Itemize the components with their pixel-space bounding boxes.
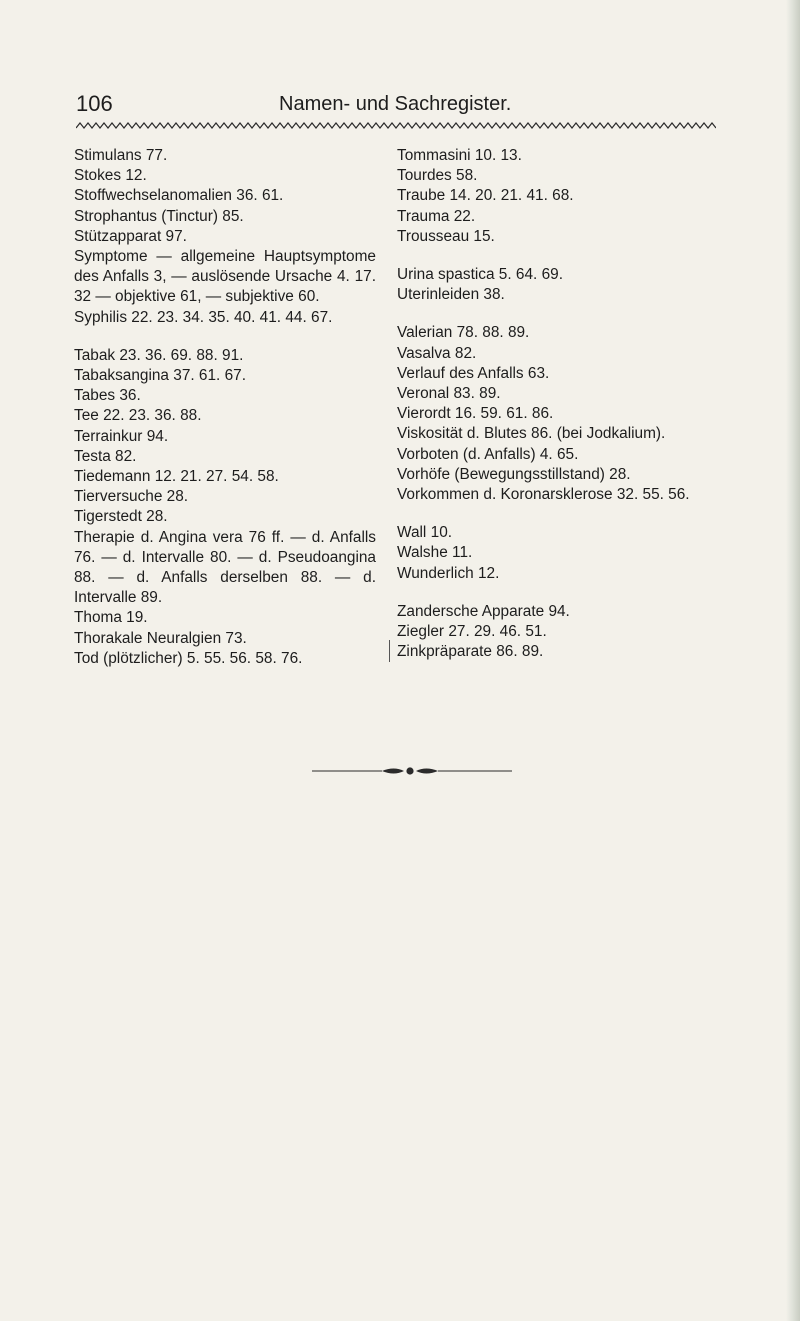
end-ornament bbox=[312, 764, 512, 778]
index-entry: Vorkommen d. Koronarsklerose 32. 55. 56. bbox=[397, 486, 690, 504]
index-entry: Veronal 83. 89. bbox=[397, 385, 501, 403]
index-entry: Vierordt 16. 59. 61. 86. bbox=[397, 405, 554, 423]
index-entry: Tommasini 10. 13. bbox=[397, 147, 522, 164]
index-entry: Zinkpräparate 86. 89. bbox=[397, 643, 544, 661]
index-entry: Vorboten (d. Anfalls) 4. 65. bbox=[397, 445, 579, 463]
index-entry: Walshe 11. bbox=[397, 544, 473, 562]
index-entry: Terrainkur 94. bbox=[74, 427, 169, 445]
page-header bbox=[74, 90, 714, 120]
index-entry: Thoma 19. bbox=[74, 609, 148, 627]
index-entry: Tourdes 58. bbox=[397, 167, 478, 185]
running-title: Namen- und Sachregister. bbox=[279, 93, 512, 115]
index-entry: Traube 14. 20. 21. 41. 68. bbox=[397, 187, 574, 205]
index-entry: Vasalva 82. bbox=[397, 344, 477, 362]
header-zigzag-rule bbox=[76, 119, 716, 133]
index-entry: Tigerstedt 28. bbox=[74, 508, 168, 526]
left-column bbox=[74, 146, 376, 669]
index-entry: Tod (plötzlicher) 5. 55. 56. 58. 76. bbox=[74, 649, 303, 667]
column-divider bbox=[389, 640, 390, 662]
index-entry: Therapie d. Angina vera 76 ff. — d. Anfalls 76. — d. Intervalle 80. — d. Pseudoangina 88. — d. Anfalls derselben 88. — d. Intervalle 89. bbox=[74, 528, 376, 607]
section-gap bbox=[397, 505, 713, 523]
section-gap bbox=[397, 584, 713, 602]
index-entry: Syphilis 22. 23. 34. 35. 40. 41. 44. 67. bbox=[74, 308, 333, 326]
index-entry: Strophantus (Tinctur) 85. bbox=[74, 207, 244, 225]
index-entry: Wunderlich 12. bbox=[397, 564, 500, 582]
index-entry: Uterinleiden 38. bbox=[397, 286, 505, 304]
index-entry: Vorhöfe (Bewegungsstillstand) 28. bbox=[397, 465, 631, 483]
index-entry: Symptome — allgemeine Hauptsymptome des Anfalls 3, — auslösende Ursache 4. 17. 32 — objektive 61, — subjektive 60. bbox=[74, 248, 376, 306]
index-entry: Zandersche Apparate 94. bbox=[397, 602, 570, 620]
index-entry: Tabes 36. bbox=[74, 387, 141, 405]
index-entry: Tiedemann 12. 21. 27. 54. 58. bbox=[74, 468, 279, 486]
index-entry: Tabak 23. 36. 69. 88. 91. bbox=[74, 346, 244, 364]
index-entry: Testa 82. bbox=[74, 447, 137, 465]
index-entry: Stützapparat 97. bbox=[74, 227, 187, 245]
section-gap bbox=[397, 247, 713, 265]
index-entry: Thorakale Neuralgien 73. bbox=[74, 629, 247, 647]
index-entry: Tierversuche 28. bbox=[74, 488, 189, 506]
index-entry: Ziegler 27. 29. 46. 51. bbox=[397, 623, 547, 641]
index-entry: Stimulans 77. bbox=[74, 147, 168, 164]
index-entry: Tee 22. 23. 36. 88. bbox=[74, 407, 202, 425]
section-gap bbox=[74, 328, 376, 346]
page-number: 106 bbox=[76, 91, 113, 116]
index-entry: Urina spastica 5. 64. 69. bbox=[397, 266, 563, 284]
section-gap bbox=[397, 305, 713, 323]
page-edge bbox=[786, 0, 800, 1321]
index-entry: Stoffwechselanomalien 36. 61. bbox=[74, 187, 284, 205]
right-column bbox=[397, 146, 713, 662]
index-entry: Tabaksangina 37. 61. 67. bbox=[74, 367, 246, 385]
index-entry: Wall 10. bbox=[397, 524, 453, 542]
index-entry: Viskosität d. Blutes 86. (bei Jodkalium). bbox=[397, 425, 666, 443]
index-entry: Valerian 78. 88. 89. bbox=[397, 324, 530, 342]
index-entry: Trousseau 15. bbox=[397, 227, 495, 245]
index-entry: Verlauf des Anfalls 63. bbox=[397, 364, 550, 382]
index-entry: Trauma 22. bbox=[397, 207, 476, 225]
index-entry: Stokes 12. bbox=[74, 167, 147, 185]
